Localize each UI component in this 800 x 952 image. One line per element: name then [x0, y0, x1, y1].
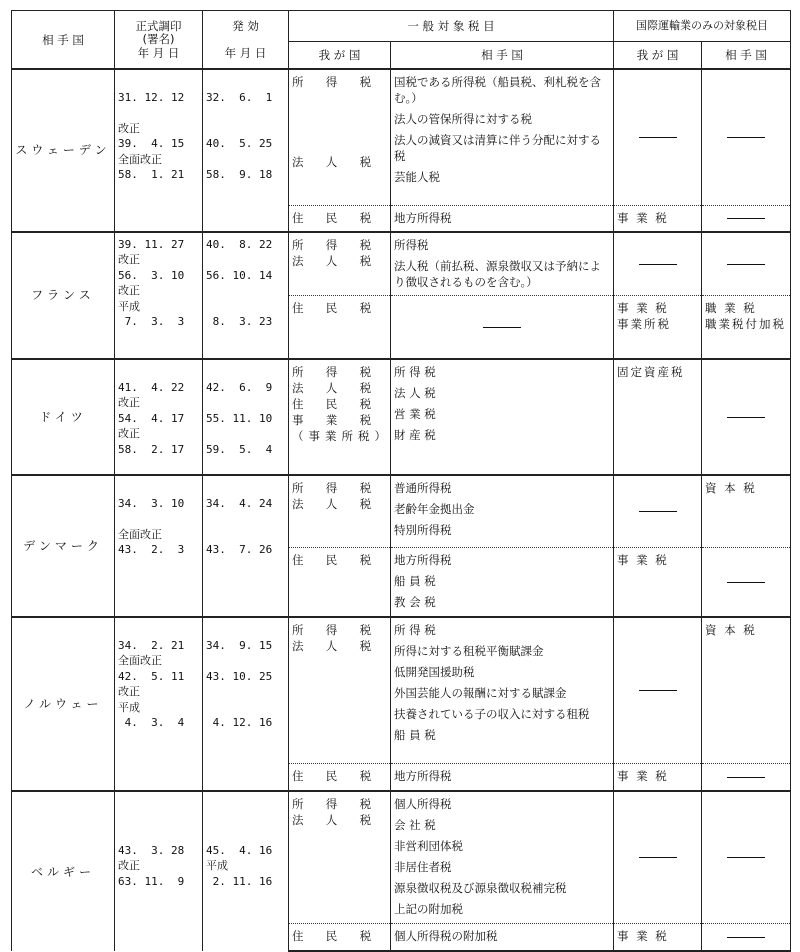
- none-dash: [727, 417, 765, 418]
- intl-our-taxes: [614, 69, 702, 205]
- table-row: [12, 359, 791, 475]
- partner-taxes: [391, 69, 614, 205]
- partner-tax-item: 扶養されている子の収入に対する租税: [394, 707, 590, 721]
- partner-tax-item: 法人の管保所得に対する税: [394, 112, 532, 126]
- header-signed: 正式調印 (署名) 年 月 日: [115, 11, 203, 70]
- partner-tax-item: 所得に対する租税平衡賦課金: [394, 644, 544, 658]
- none-dash: [639, 264, 677, 265]
- partner-tax-item: 国税である所得税（船員税、利札税を含む。）: [394, 75, 601, 105]
- our-taxes: 所 得 税 法 人 税: [289, 617, 391, 763]
- effective-dates: 34. 9. 15 43. 10. 25 4. 12. 16: [203, 617, 289, 791]
- header-general: 一 般 対 象 税 目: [289, 11, 614, 42]
- partner-tax-item: 個人所得税の附加税: [394, 928, 498, 943]
- signed-dates: 43. 3. 28 改正 63. 11. 9: [115, 791, 203, 951]
- header-partner: 相 手 国: [12, 11, 115, 70]
- effective-dates: 40. 8. 22 56. 10. 14 8. 3. 23: [203, 232, 289, 360]
- table-row: [12, 69, 791, 205]
- header-our-country: 我 が 国: [289, 42, 391, 70]
- country-name: ドイツ: [12, 359, 115, 475]
- partner-tax-item: 地方所得税: [394, 210, 452, 225]
- partner-tax-item: 地方所得税: [394, 552, 452, 567]
- our-taxes: 住 民 税: [289, 763, 391, 791]
- table-body: [12, 69, 791, 951]
- partner-taxes: [391, 923, 614, 951]
- intl-partner-taxes: [702, 763, 791, 791]
- intl-partner-taxes: [702, 205, 791, 232]
- none-dash: [639, 137, 677, 138]
- our-taxes: 所 得 税 法 人 税: [289, 232, 391, 296]
- intl-our-taxes: 事 業 税: [614, 205, 702, 232]
- none-dash: [727, 137, 765, 138]
- partner-tax-item: 所 得 税: [394, 365, 436, 379]
- partner-tax-item: 非居住者税: [394, 860, 452, 874]
- partner-tax-item: 特別所得税: [394, 523, 452, 537]
- partner-tax-item: 船 員 税: [394, 573, 436, 588]
- partner-taxes: [391, 763, 614, 791]
- intl-our-taxes: 固定資産税: [614, 359, 702, 475]
- intl-partner-taxes: 職 業 税 職業税付加税: [702, 295, 791, 359]
- intl-our-taxes: 事 業 税: [614, 547, 702, 617]
- none-dash: [727, 777, 765, 778]
- country-name: ノルウェー: [12, 617, 115, 791]
- header-intl-ours: 我 が 国: [614, 42, 702, 70]
- tax-treaty-table: [11, 10, 791, 952]
- partner-taxes: [391, 475, 614, 547]
- intl-partner-taxes: [702, 359, 791, 475]
- partner-tax-item: 財 産 税: [394, 428, 436, 442]
- partner-tax-item: 源泉徴収税及び源泉徴収税補完税: [394, 881, 567, 895]
- none-dash: [639, 511, 677, 512]
- partner-tax-item: 外国芸能人の報酬に対する賦課金: [394, 686, 567, 700]
- effective-dates: 42. 6. 9 55. 11. 10 59. 5. 4: [203, 359, 289, 475]
- our-taxes: 所 得 税 法 人 税: [289, 475, 391, 547]
- table-row: [12, 475, 791, 547]
- intl-partner-taxes: 資 本 税: [702, 617, 791, 763]
- partner-tax-item: 低開発国援助税: [394, 665, 475, 679]
- our-taxes: 所 得 税 法 人 税 住 民 税 事 業 税 （事業所税）: [289, 359, 391, 475]
- partner-tax-item: 会 社 税: [394, 818, 436, 832]
- table-row: [12, 791, 791, 923]
- our-taxes: 住 民 税: [289, 547, 391, 617]
- none-dash: [727, 937, 765, 938]
- effective-dates: 34. 4. 24 43. 7. 26: [203, 475, 289, 617]
- partner-tax-item: 非営利団体税: [394, 839, 463, 853]
- partner-tax-item: 上記の附加税: [394, 902, 463, 916]
- our-taxes: 住 民 税: [289, 923, 391, 951]
- partner-tax-item: 個人所得税: [394, 797, 452, 811]
- partner-taxes: [391, 359, 614, 475]
- our-taxes: 住 民 税: [289, 205, 391, 232]
- intl-partner-taxes: [702, 69, 791, 205]
- partner-taxes: [391, 791, 614, 923]
- partner-taxes: [391, 617, 614, 763]
- intl-our-taxes: [614, 617, 702, 763]
- header-intl-partner: 相 手 国: [702, 42, 791, 70]
- intl-our-taxes: [614, 475, 702, 547]
- header-intl: 国際運輸業のみの対象税目: [614, 11, 791, 42]
- effective-dates: 45. 4. 16 平成 2. 11. 16: [203, 791, 289, 951]
- partner-taxes: [391, 232, 614, 296]
- intl-partner-taxes: 資 本 税: [702, 475, 791, 547]
- none-dash: [727, 582, 765, 583]
- intl-our-taxes: 事 業 税 事業所税: [614, 295, 702, 359]
- table-row: [12, 232, 791, 296]
- none-dash: [639, 857, 677, 858]
- partner-tax-item: 法人税（前払税、源泉徴収又は予納により徴収されるものを含む。）: [394, 258, 601, 289]
- signed-dates: 34. 2. 21 全面改正 42. 5. 11 改正 平成 4. 3. 4: [115, 617, 203, 791]
- country-name: フランス: [12, 232, 115, 360]
- table-row: [12, 617, 791, 763]
- none-dash: [727, 264, 765, 265]
- signed-dates: 41. 4. 22 改正 54. 4. 17 改正 58. 2. 17: [115, 359, 203, 475]
- intl-partner-taxes: [702, 547, 791, 617]
- our-taxes: 所 得 税 法 人 税: [289, 791, 391, 923]
- partner-tax-item: 営 業 税: [394, 407, 436, 421]
- partner-tax-item: 所得税: [394, 237, 429, 252]
- partner-taxes: [391, 205, 614, 232]
- partner-tax-item: 所 得 税: [394, 623, 436, 637]
- intl-partner-taxes: [702, 791, 791, 923]
- partner-tax-item: 船 員 税: [394, 728, 436, 742]
- intl-partner-taxes: [702, 232, 791, 296]
- partner-taxes: [391, 547, 614, 617]
- partner-tax-item: 地方所得税: [394, 768, 452, 783]
- country-name: ベルギー: [12, 791, 115, 951]
- header-effective: 発 効 年 月 日: [203, 11, 289, 70]
- country-name: デンマーク: [12, 475, 115, 617]
- none-dash: [727, 857, 765, 858]
- intl-our-taxes: 事 業 税: [614, 763, 702, 791]
- intl-our-taxes: 事 業 税: [614, 923, 702, 951]
- partner-tax-item: 法人の減資又は清算に伴う分配に対する税: [394, 133, 601, 163]
- intl-partner-taxes: [702, 923, 791, 951]
- country-name: スウェーデン: [12, 69, 115, 232]
- signed-dates: 34. 3. 10 全面改正 43. 2. 3: [115, 475, 203, 617]
- effective-dates: 32. 6. 1 40. 5. 25 58. 9. 18: [203, 69, 289, 232]
- partner-tax-item: 普通所得税: [394, 481, 452, 495]
- partner-tax-item: 法 人 税: [394, 386, 436, 400]
- none-dash: [483, 327, 521, 328]
- partner-tax-item: 芸能人税: [394, 170, 440, 184]
- partner-taxes: [391, 295, 614, 359]
- our-taxes: 所 得 税 法 人 税: [289, 69, 391, 205]
- signed-dates: 39. 11. 27 改正 56. 3. 10 改正 平成 7. 3. 3: [115, 232, 203, 360]
- none-dash: [639, 690, 677, 691]
- partner-tax-item: 教 会 税: [394, 594, 436, 609]
- none-dash: [727, 218, 765, 219]
- partner-tax-item: 老齢年金拠出金: [394, 502, 475, 516]
- header-partner-country: 相 手 国: [391, 42, 614, 70]
- our-taxes: 住 民 税: [289, 295, 391, 359]
- signed-dates: 31. 12. 12 改正 39. 4. 15 全面改正 58. 1. 21: [115, 69, 203, 232]
- intl-our-taxes: [614, 791, 702, 923]
- intl-our-taxes: [614, 232, 702, 296]
